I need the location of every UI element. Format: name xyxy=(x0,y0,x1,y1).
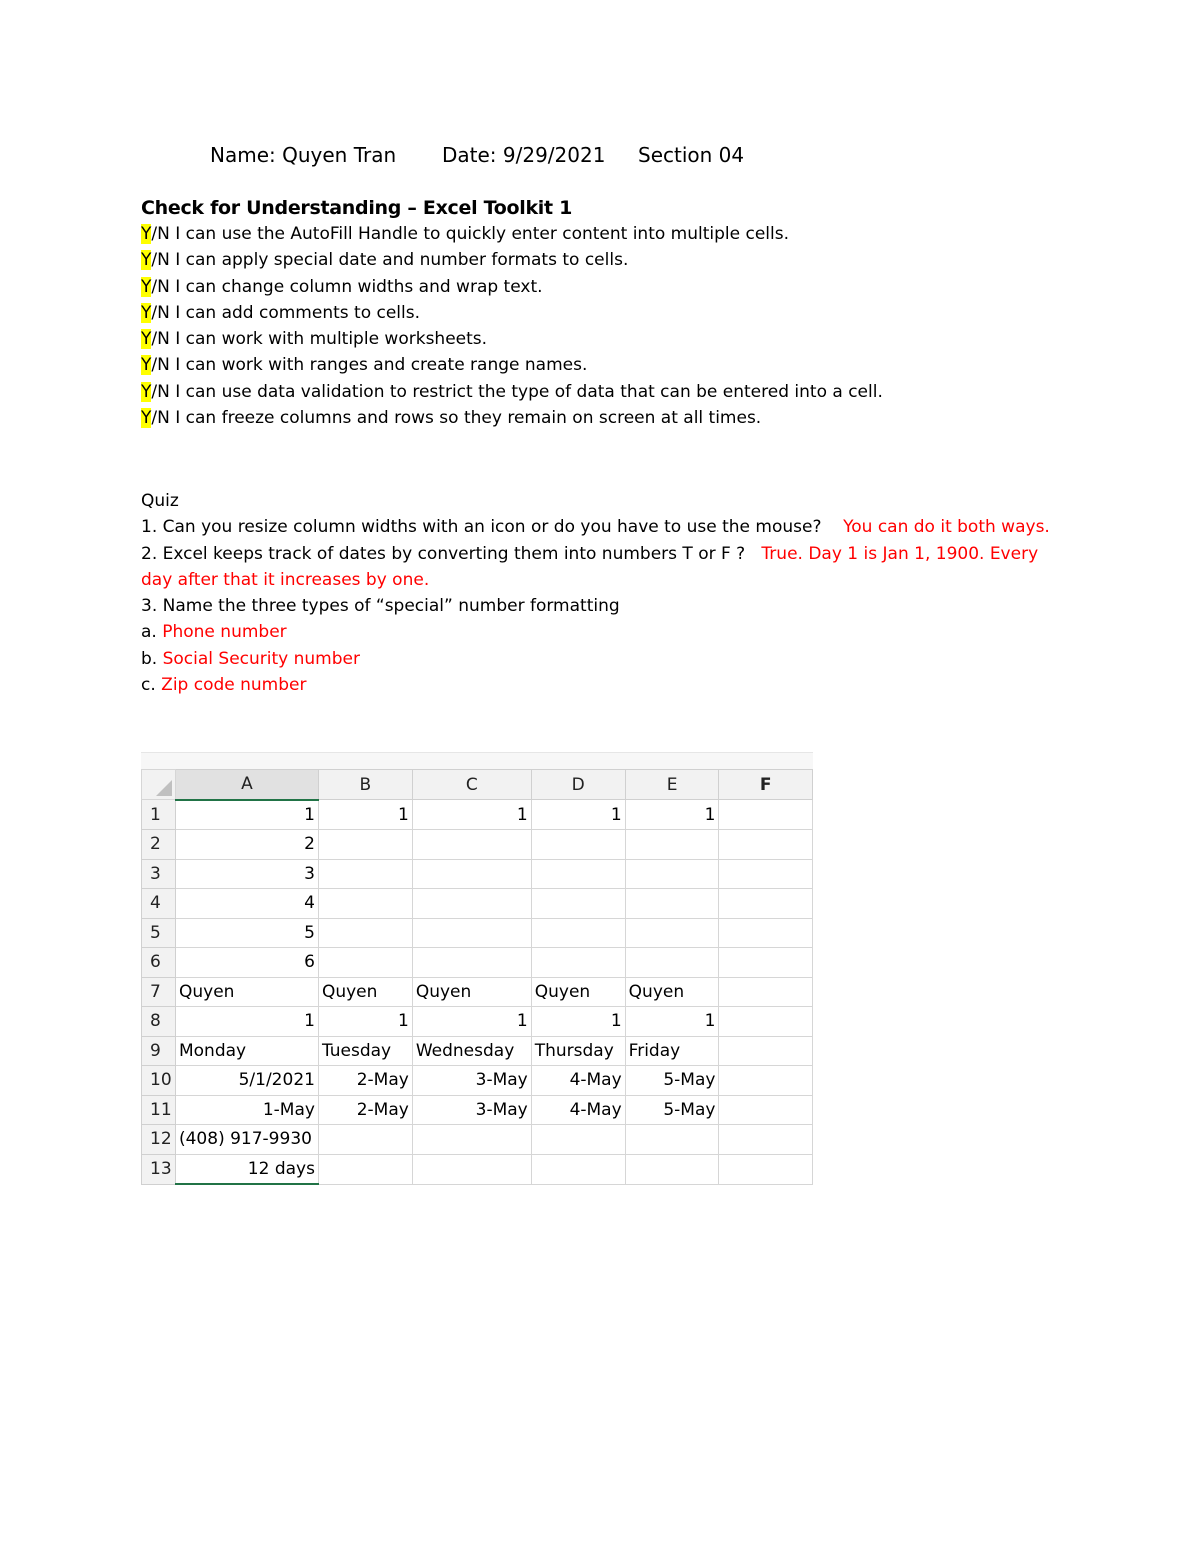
cell[interactable] xyxy=(318,1125,412,1155)
cell[interactable] xyxy=(719,1095,813,1125)
cell[interactable]: 5-May xyxy=(625,1095,719,1125)
sheet-top-strip xyxy=(141,752,813,769)
row-header[interactable]: 1 xyxy=(142,800,176,830)
answer-b xyxy=(141,646,1071,672)
table-row xyxy=(142,977,813,1007)
cell[interactable] xyxy=(412,948,531,978)
column-header-a[interactable]: A xyxy=(175,770,318,800)
row-header[interactable]: 13 xyxy=(142,1154,176,1184)
row-header[interactable]: 6 xyxy=(142,948,176,978)
cell[interactable] xyxy=(531,948,625,978)
cell[interactable]: Friday xyxy=(625,1036,719,1066)
check-item-text: /N I can use the AutoFill Handle to quickly enter content into multiple cells. xyxy=(151,224,790,244)
cell[interactable] xyxy=(318,830,412,860)
check-item-text: /N I can apply special date and number formats to cells. xyxy=(151,250,629,271)
cell[interactable] xyxy=(412,859,531,889)
cell[interactable] xyxy=(318,948,412,978)
row-header[interactable]: 10 xyxy=(142,1066,176,1096)
cell[interactable] xyxy=(625,948,719,978)
check-section xyxy=(141,195,1071,431)
row-header[interactable]: 12 xyxy=(142,1125,176,1155)
yes-mark: Y xyxy=(141,408,152,429)
select-all-corner[interactable] xyxy=(142,770,176,800)
select-all-triangle-icon xyxy=(156,780,172,796)
cell[interactable]: 4-May xyxy=(531,1095,625,1125)
cell[interactable] xyxy=(719,859,813,889)
check-item-text: /N I can use data validation to restrict the type of data that can be entered into a cell. xyxy=(151,381,883,402)
cell[interactable] xyxy=(625,1125,719,1155)
yes-mark: Y xyxy=(141,329,152,350)
column-header-f[interactable]: F xyxy=(719,770,813,800)
cell[interactable] xyxy=(412,889,531,919)
check-item-text: /N I can work with multiple worksheets. xyxy=(151,329,488,350)
yes-mark: Y xyxy=(141,355,152,376)
cell[interactable] xyxy=(719,948,813,978)
cell[interactable]: Tuesday xyxy=(318,1036,412,1066)
check-item-text: /N I can add comments to cells. xyxy=(151,302,421,323)
cell[interactable]: 1 xyxy=(625,800,719,830)
cell[interactable]: 1 xyxy=(175,1007,318,1037)
cell[interactable] xyxy=(719,977,813,1007)
cell[interactable] xyxy=(531,1125,625,1155)
yes-mark: Y xyxy=(141,381,152,402)
cell[interactable] xyxy=(719,1036,813,1066)
table-row xyxy=(142,1036,813,1066)
cell[interactable] xyxy=(412,1125,531,1155)
check-title: Check for Understanding – Excel Toolkit 1 xyxy=(141,197,573,219)
cell[interactable]: 1 xyxy=(412,800,531,830)
yes-mark: Y xyxy=(141,302,152,323)
cell[interactable]: 1 xyxy=(412,1007,531,1037)
table-row xyxy=(142,859,813,889)
cell[interactable] xyxy=(318,918,412,948)
cell[interactable] xyxy=(531,830,625,860)
cell[interactable] xyxy=(719,1125,813,1155)
check-item-text: /N I can change column widths and wrap text. xyxy=(151,276,543,297)
row-header[interactable]: 9 xyxy=(142,1036,176,1066)
cell[interactable]: 5/1/2021 xyxy=(175,1066,318,1096)
cell[interactable]: (408) 917-9930 xyxy=(175,1125,318,1155)
check-item xyxy=(141,326,1071,352)
check-item xyxy=(141,300,1071,326)
table-row xyxy=(142,1125,813,1155)
quiz-section xyxy=(141,488,1071,698)
cell[interactable] xyxy=(531,1154,625,1184)
answer-text: True. Day 1 is Jan 1, 1900. Every day after that it increases by one. xyxy=(141,543,1039,590)
answer-label: c. xyxy=(141,675,156,696)
cell[interactable]: 2 xyxy=(175,830,318,860)
spreadsheet-grid xyxy=(141,769,813,1185)
cell[interactable]: 1 xyxy=(318,1007,412,1037)
cell[interactable]: 1 xyxy=(531,800,625,830)
quiz-question-2 xyxy=(141,541,1071,594)
cell[interactable] xyxy=(719,889,813,919)
cell[interactable]: 1 xyxy=(531,1007,625,1037)
answer-text: You can do it both ways. xyxy=(843,517,1050,538)
column-header-b[interactable]: B xyxy=(318,770,412,800)
cell[interactable]: 2-May xyxy=(318,1066,412,1096)
cell[interactable] xyxy=(412,1154,531,1184)
cell[interactable]: 3-May xyxy=(412,1066,531,1096)
cell[interactable] xyxy=(412,918,531,948)
section-number: Section 04 xyxy=(638,143,745,167)
cell[interactable] xyxy=(719,830,813,860)
row-header[interactable]: 5 xyxy=(142,918,176,948)
cell[interactable] xyxy=(625,830,719,860)
table-row xyxy=(142,1095,813,1125)
spreadsheet-screenshot xyxy=(141,752,813,1185)
cell[interactable]: Quyen xyxy=(625,977,719,1007)
cell[interactable]: Thursday xyxy=(531,1036,625,1066)
column-header-e[interactable]: E xyxy=(625,770,719,800)
cell[interactable]: Quyen xyxy=(175,977,318,1007)
cell[interactable]: 1 xyxy=(175,800,318,830)
check-item xyxy=(141,379,1071,405)
check-item xyxy=(141,274,1071,300)
answer-text: Phone number xyxy=(162,622,287,643)
column-header-row xyxy=(142,770,813,800)
table-row xyxy=(142,889,813,919)
table-row xyxy=(142,1066,813,1096)
cell[interactable]: 3-May xyxy=(412,1095,531,1125)
cell[interactable]: Quyen xyxy=(531,977,625,1007)
cell[interactable] xyxy=(719,918,813,948)
row-header[interactable]: 2 xyxy=(142,830,176,860)
quiz-title: Quiz xyxy=(141,491,179,511)
table-row xyxy=(142,1154,813,1184)
question-text: 2. Excel keeps track of dates by converting them into numbers T or F ? xyxy=(141,543,746,564)
submission-date: Date: 9/29/2021 xyxy=(442,143,606,167)
cell[interactable] xyxy=(625,859,719,889)
cell[interactable]: 3 xyxy=(175,859,318,889)
answer-label: b. xyxy=(141,648,158,669)
row-header[interactable]: 3 xyxy=(142,859,176,889)
check-item xyxy=(141,247,1071,273)
check-item xyxy=(141,221,1071,247)
cell[interactable] xyxy=(318,889,412,919)
check-item-text: /N I can work with ranges and create range names. xyxy=(151,355,588,376)
cell[interactable] xyxy=(625,918,719,948)
check-item-text: /N I can freeze columns and rows so they remain on screen at all times. xyxy=(151,408,762,429)
check-item xyxy=(141,405,1071,431)
cell[interactable]: 6 xyxy=(175,948,318,978)
answer-text: Social Security number xyxy=(162,648,360,669)
column-header-d[interactable]: D xyxy=(531,770,625,800)
cell[interactable] xyxy=(531,918,625,948)
row-header[interactable]: 4 xyxy=(142,889,176,919)
cell[interactable]: 1 xyxy=(318,800,412,830)
yes-mark: Y xyxy=(141,250,152,271)
cell[interactable] xyxy=(719,800,813,830)
cell[interactable]: 1-May xyxy=(175,1095,318,1125)
cell[interactable] xyxy=(318,859,412,889)
cell[interactable] xyxy=(412,830,531,860)
cell[interactable]: 12 days xyxy=(175,1154,318,1184)
cell[interactable]: 4 xyxy=(175,889,318,919)
cell[interactable] xyxy=(625,889,719,919)
cell[interactable] xyxy=(531,889,625,919)
cell[interactable] xyxy=(719,1007,813,1037)
cell[interactable] xyxy=(719,1066,813,1096)
answer-label: a. xyxy=(141,622,157,643)
question-text: 3. Name the three types of “special” number formatting xyxy=(141,596,620,617)
cell[interactable] xyxy=(318,1154,412,1184)
cell[interactable] xyxy=(531,859,625,889)
answer-text: Zip code number xyxy=(161,675,307,696)
yes-mark: Y xyxy=(141,276,152,297)
row-header[interactable]: 7 xyxy=(142,977,176,1007)
quiz-question-1 xyxy=(141,514,1071,540)
cell[interactable]: 4-May xyxy=(531,1066,625,1096)
check-list xyxy=(141,221,1071,431)
table-row xyxy=(142,1007,813,1037)
cell[interactable]: 1 xyxy=(625,1007,719,1037)
check-item xyxy=(141,352,1071,378)
cell[interactable]: Wednesday xyxy=(412,1036,531,1066)
student-name: Name: Quyen Tran xyxy=(210,143,397,167)
row-header[interactable]: 11 xyxy=(142,1095,176,1125)
answer-a xyxy=(141,619,1071,645)
table-row xyxy=(142,830,813,860)
table-row xyxy=(142,948,813,978)
cell[interactable]: 2-May xyxy=(318,1095,412,1125)
cell[interactable] xyxy=(625,1154,719,1184)
cell[interactable] xyxy=(719,1154,813,1184)
cell[interactable]: 5-May xyxy=(625,1066,719,1096)
quiz-question-3 xyxy=(141,593,1071,619)
question-text: 1. Can you resize column widths with an icon or do you have to use the mouse? xyxy=(141,517,822,538)
answer-c xyxy=(141,672,1071,698)
cell[interactable]: Quyen xyxy=(412,977,531,1007)
table-row xyxy=(142,800,813,830)
cell[interactable]: Quyen xyxy=(318,977,412,1007)
table-row xyxy=(142,918,813,948)
cell[interactable]: 5 xyxy=(175,918,318,948)
cell[interactable]: Monday xyxy=(175,1036,318,1066)
column-header-c[interactable]: C xyxy=(412,770,531,800)
yes-mark: Y xyxy=(141,224,152,244)
row-header[interactable]: 8 xyxy=(142,1007,176,1037)
